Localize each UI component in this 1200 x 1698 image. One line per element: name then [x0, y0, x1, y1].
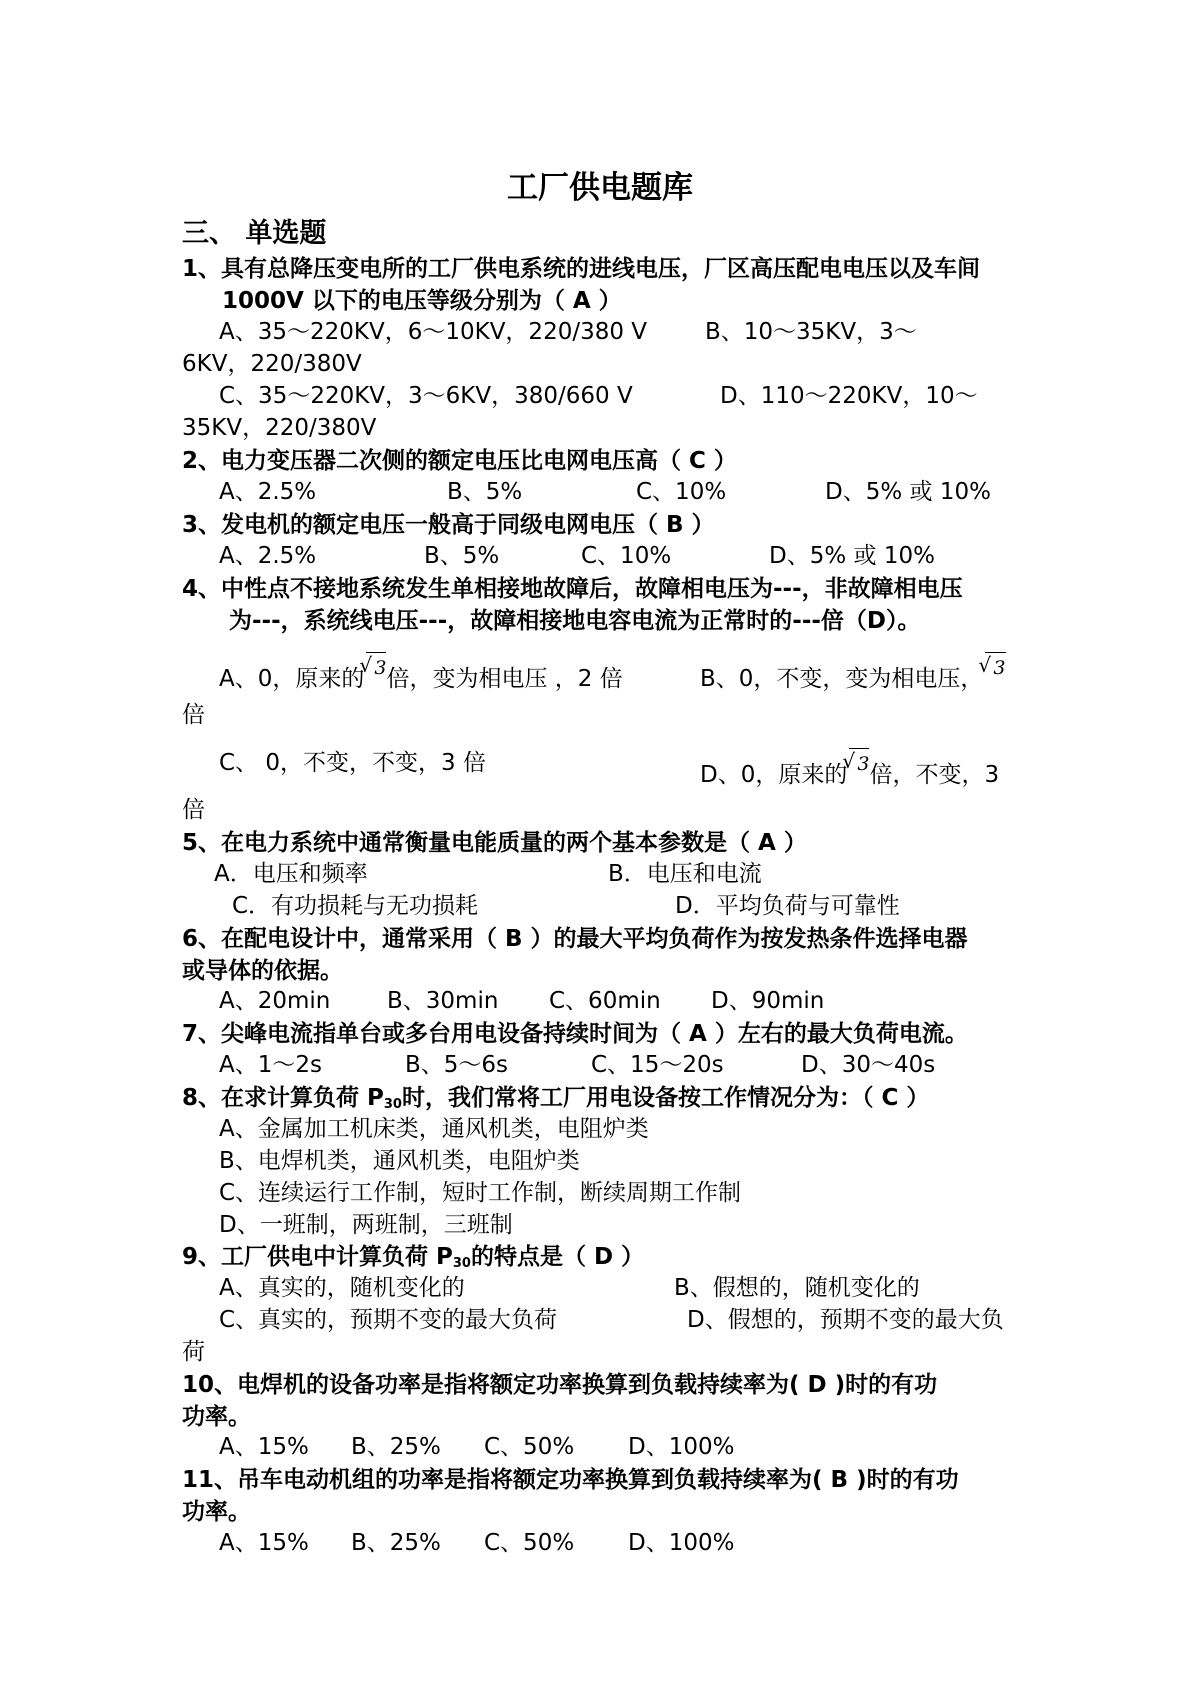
q2-option-c: C、10% [636, 479, 727, 505]
page-title: 工厂供电题库 [507, 170, 693, 206]
q8-option-d: D、一班制，两班制，三班制 [219, 1212, 513, 1238]
q7-option-b: B、5～6s [405, 1052, 509, 1078]
q1-option-b-wrap: 6KV，220/380V [182, 351, 362, 377]
question-4-line-1: 4、中性点不接地系统发生单相接地故障后，故障相电压为---，非故障相电压 [182, 576, 963, 602]
q11-option-b: B、25% [351, 1530, 441, 1556]
q1-option-d-wrap: 35KV，220/380V [182, 415, 377, 441]
q9-option-a: A、真实的，随机变化的 [219, 1275, 465, 1301]
q9-option-c: C、真实的，预期不变的最大负荷 [219, 1307, 558, 1333]
answer-2: C [689, 448, 706, 474]
q5-option-b: B．电压和电流 [608, 861, 762, 887]
q9-option-d-wrap: 荷 [182, 1339, 205, 1365]
q11-option-c: C、50% [484, 1530, 575, 1556]
q1-option-b: B、10～35KV，3～ [705, 319, 917, 345]
question-11-line-1: 11、吊车电动机组的功率是指将额定功率换算到负载持续率为( B )时的有功 [182, 1467, 959, 1493]
q2-option-b: B、5% [447, 479, 523, 505]
q3-option-d: D、5% 或 10% [769, 543, 935, 569]
question-6-line-1: 6、在配电设计中，通常采用（ B ）的最大平均负荷作为按发热条件选择电器 [182, 926, 968, 952]
sqrt-symbol: √ 3 [985, 652, 1005, 683]
answer-4: D [866, 608, 887, 634]
question-10-line-1: 10、电焊机的设备功率是指将额定功率换算到负载持续率为( D )时的有功 [182, 1372, 938, 1398]
question-6-line-2: 或导体的依据。 [182, 958, 343, 984]
q7-option-c: C、15～20s [591, 1052, 724, 1078]
section-heading: 三、 单选题 [182, 218, 327, 249]
question-7: 7、尖峰电流指单台或多台用电设备持续时间为（ A ）左右的最大负荷电流。 [182, 1021, 968, 1047]
q4-option-b-wrap: 倍 [182, 702, 205, 728]
q2-option-a: A、2.5% [219, 479, 317, 505]
answer-8: C [881, 1085, 899, 1111]
q8-option-b: B、电焊机类，通风机类，电阻炉类 [219, 1148, 580, 1174]
q9-option-d: D、假想的，预期不变的最大负 [687, 1307, 1004, 1333]
q6-option-b: B、30min [387, 988, 499, 1014]
q7-option-a: A、1～2s [219, 1052, 322, 1078]
q4-option-d-wrap: 倍 [182, 797, 205, 823]
q4-option-c: C、 0，不变，不变，3 倍 [219, 750, 486, 776]
question-1-line-2: 1000V 以下的电压等级分别为（ A ） [222, 288, 622, 314]
question-1-line-1: 1、具有总降压变电所的工厂供电系统的进线电压，厂区高压配电电压以及车间 [182, 256, 981, 282]
question-4-line-2: 为---，系统线电压---，故障相接地电容电流为正常时的---倍（D）。 [229, 608, 921, 634]
q1-option-c: C、35～220KV，3～6KV，380/660 V [219, 383, 633, 409]
answer-9: D [593, 1244, 614, 1270]
q4-option-a: A、0，原来的√ 3倍，变为相电压 ，2 倍 [219, 652, 623, 694]
answer-3: B [666, 512, 684, 538]
q8-option-c: C、连续运行工作制，短时工作制，断续周期工作制 [219, 1180, 742, 1206]
answer-1: A [572, 288, 591, 314]
q3-option-b: B、5% [424, 543, 500, 569]
q3-option-c: C、10% [581, 543, 672, 569]
q8-option-a: A、金属加工机床类，通风机类，电阻炉类 [219, 1116, 649, 1142]
q9-option-b: B、假想的，随机变化的 [674, 1275, 920, 1301]
q5-option-a: A．电压和频率 [214, 861, 368, 887]
sqrt-symbol: √ 3 [849, 748, 869, 779]
answer-10: D [807, 1372, 827, 1398]
q1-option-d: D、110～220KV，10～ [720, 383, 978, 409]
q10-option-a: A、15% [219, 1434, 309, 1460]
question-2: 2、电力变压器二次侧的额定电压比电网电压高（ C ） [182, 448, 737, 474]
q5-option-c: C．有功损耗与无功损耗 [232, 893, 479, 919]
q10-option-b: B、25% [351, 1434, 441, 1460]
q11-option-a: A、15% [219, 1530, 309, 1556]
q4-option-d: D、0，原来的√ 3倍，不变，3 [700, 748, 999, 790]
q3-option-a: A、2.5% [219, 543, 317, 569]
question-9: 9、工厂供电中计算负荷 $P_{30}$的特点是（ D ） [182, 1244, 645, 1271]
q4-option-b: B、0，不变，变为相电压，√ 3 [700, 652, 1006, 694]
question-5: 5、在电力系统中通常衡量电能质量的两个基本参数是（ A ） [182, 830, 807, 856]
answer-6: B [505, 926, 523, 952]
q10-option-d: D、100% [628, 1434, 735, 1460]
q6-option-c: C、60min [549, 988, 661, 1014]
q2-option-d: D、5% 或 10% [825, 479, 991, 505]
answer-5: A [758, 830, 776, 856]
question-10-line-2: 功率。 [182, 1404, 251, 1430]
question-3: 3、发电机的额定电压一般高于同级电网电压（ B ） [182, 512, 715, 538]
question-11-line-2: 功率。 [182, 1499, 251, 1525]
q5-option-d: D．平均负荷与可靠性 [675, 893, 900, 919]
q6-option-a: A、20min [219, 988, 331, 1014]
sqrt-symbol: √ 3 [366, 652, 386, 683]
question-8: 8、在求计算负荷 $P_{30}$时，我们常将工厂用电设备按工作情况分为：（ C ） [182, 1085, 930, 1112]
answer-7: A [689, 1021, 707, 1047]
q11-option-d: D、100% [628, 1530, 735, 1556]
q7-option-d: D、30～40s [801, 1052, 936, 1078]
q1-option-a: A、35～220KV，6～10KV，220/380 V [219, 319, 648, 345]
q10-option-c: C、50% [484, 1434, 575, 1460]
answer-11: B [830, 1467, 849, 1493]
q6-option-d: D、90min [711, 988, 825, 1014]
